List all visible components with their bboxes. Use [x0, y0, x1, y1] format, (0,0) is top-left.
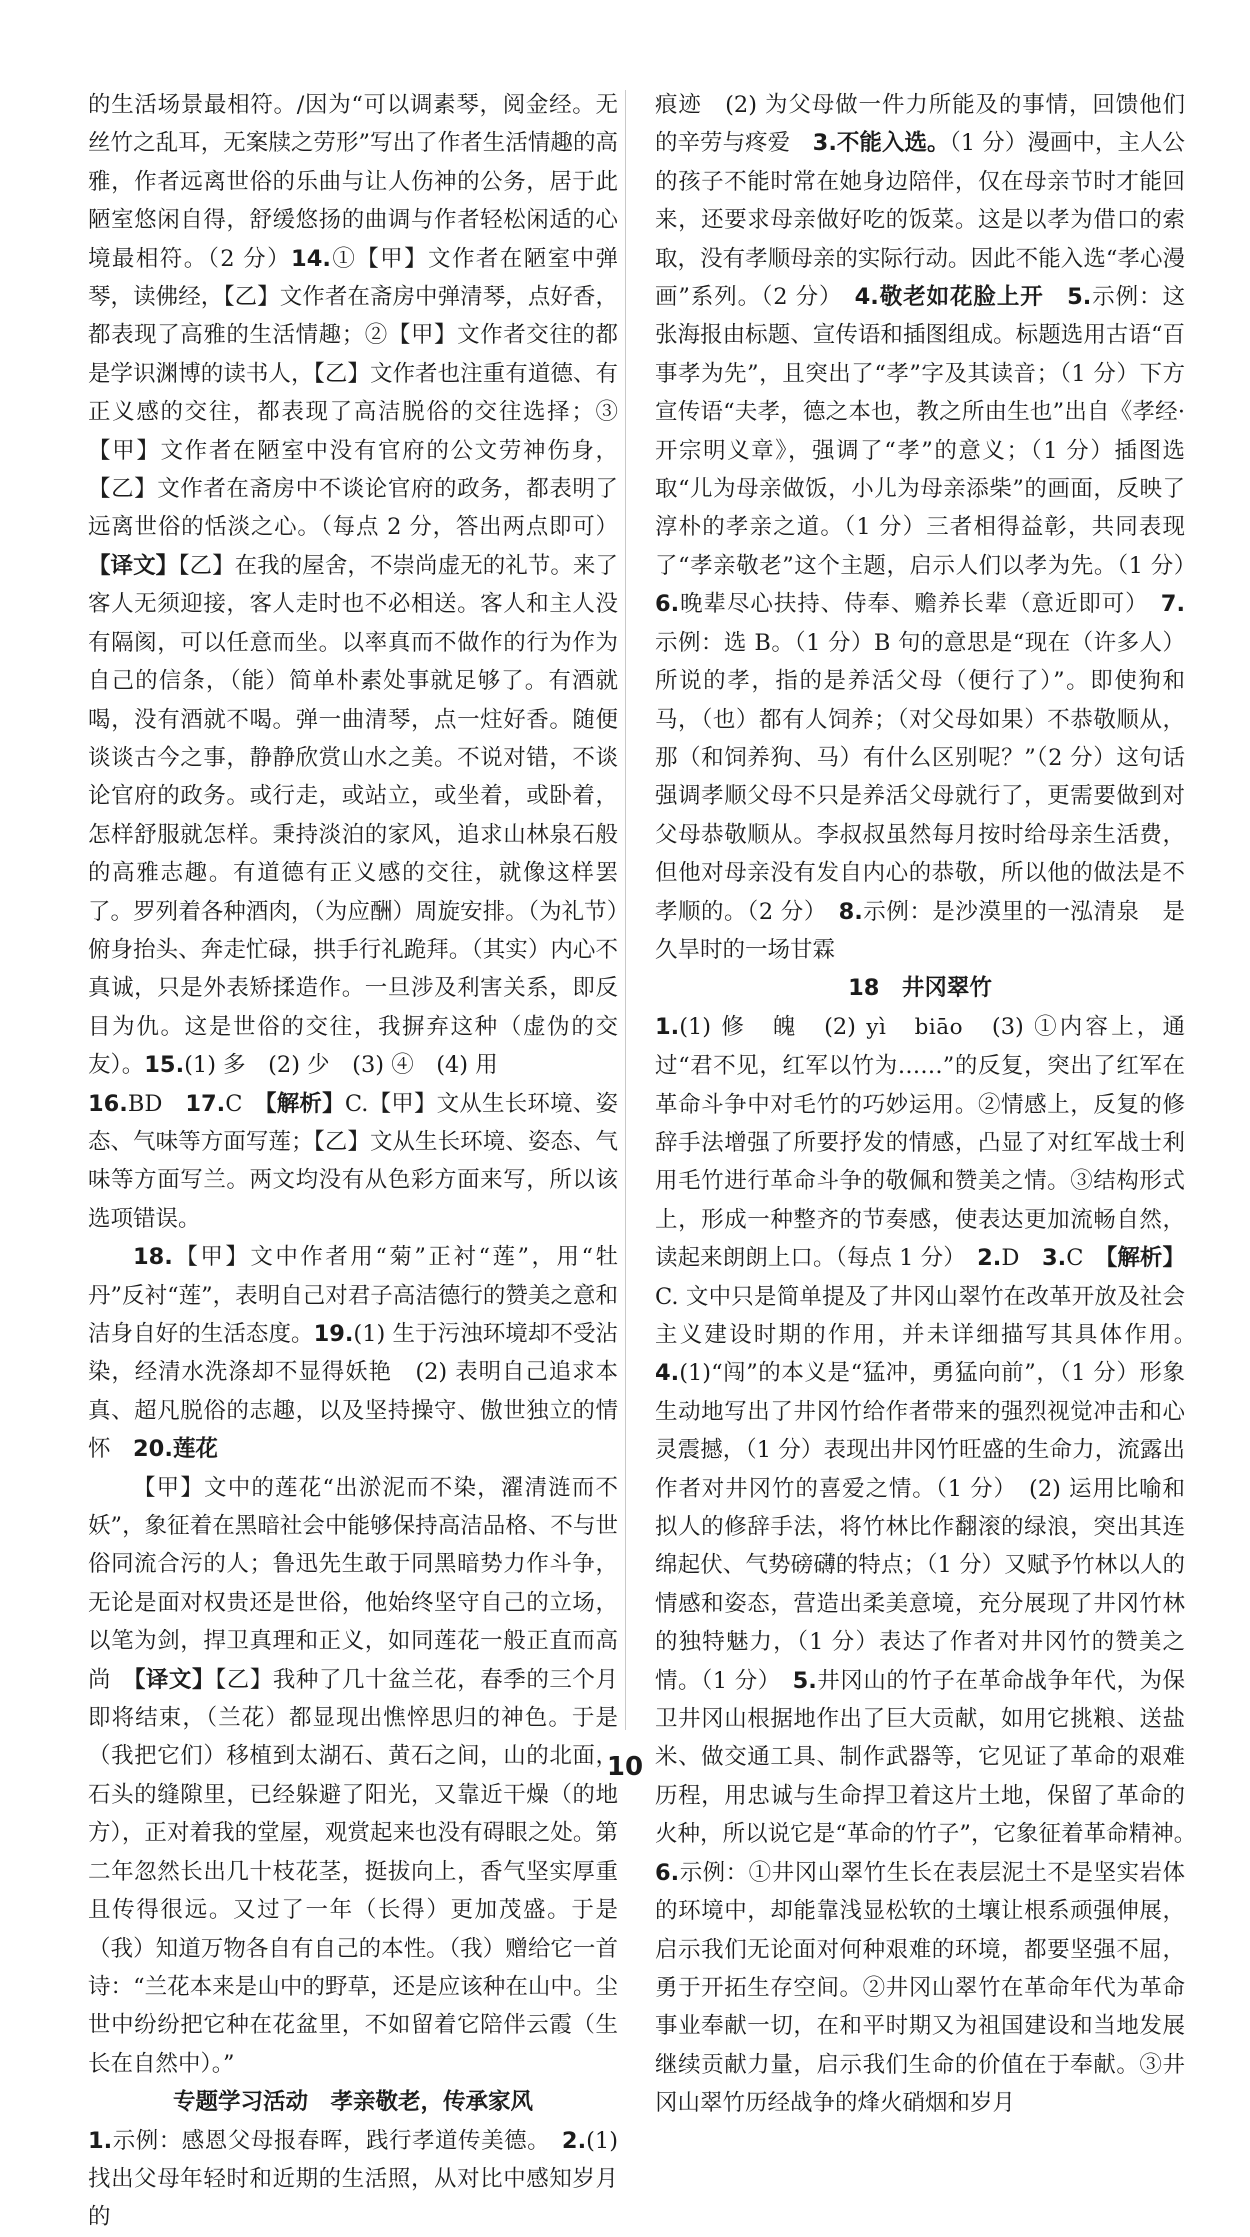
answer-keyword: 不能入选。	[836, 130, 950, 157]
answer-text: (1) 找出父母年轻时和近期的生活照，从对比中感知岁月的	[88, 2127, 618, 2231]
question-number: 16.	[88, 1090, 128, 1117]
lesson-heading: 18 井冈翠竹	[848, 975, 992, 1002]
answer-text: (1) 生于污浊环境却不受沾染，经清水洗涤却不显得妖艳 (2) 表明自己追求本真、超凡脱俗的志趣，以及坚持操守、傲世独立的情怀	[88, 1321, 618, 1463]
answer-text: 示例：是沙漠里的一泓清泉 是久旱时的一场甘霖	[655, 898, 1185, 963]
question-number: 5.	[1067, 284, 1092, 311]
translation-label: 【译文】	[134, 1666, 216, 1693]
answer-text: ①【甲】文作者在陋室中弹琴，读佛经，【乙】文作者在斋房中弹清琴，点好香，都表现了高雅的生活情趣；②【甲】文作者交往的都是学识渊博的读书人，【乙】文作者也注重有道德、有正义感的交往，都表现了高洁脱俗的交往选择；③【甲】文作者在陋室中没有官府的公文劳神伤身，【乙】文作者在斋房中不谈论官府的政务，都表明了远离世俗的恬淡之心。（每点 2 分，答出两点即可）	[88, 245, 618, 541]
question-number: 6.	[655, 591, 680, 618]
answer-text: 示例：①井冈山翠竹生长在表层泥土不是坚实岩体的环境中，却能靠浅显松软的土壤让根系顽强伸展，启示我们无论面对何种艰难的环境，都要坚强不屈，勇于开拓生存空间。②井冈山翠竹在革命年代为革命事业奉献一切，在和平时期又为祖国建设和当地发展继续贡献力量，启示我们生命的价值在于奉献。③井冈山翠竹历经战争的烽火硝烟和岁月	[655, 1859, 1185, 2117]
paragraph	[88, 1085, 618, 1239]
question-number: 6.	[655, 1859, 680, 1886]
analysis-text: C.【甲】文从生长环境、姿态、气味等方面写莲；【乙】文从生长环境、姿态、气味等方面写兰。两文均没有从色彩方面来写，所以该选项错误。	[88, 1090, 619, 1232]
question-number: 20.	[133, 1436, 173, 1463]
question-number: 14.	[291, 245, 331, 272]
question-number: 2.	[561, 2127, 587, 2154]
answer-text: 的生活场景最相符。/因为“可以调素琴，阅金经。无丝竹之乱耳，无案牍之劳形”写出了作者生活情趣的高雅，作者远离世俗的乐曲与让人伤神的公务，居于此陋室悠闲自得，舒缓悠扬的曲调与作者轻松闲适的心境最相符。（2 分）	[88, 92, 618, 272]
answer-text: 痕迹 (2) 为父母做一件力所能及的事情，回馈他们的辛劳与疼爱	[655, 92, 1185, 157]
answer-text: 示例：感恩父母报春晖，践行孝道传美德。	[112, 2127, 562, 2154]
answer-keyword: 敬老如花脸上开	[878, 284, 1068, 311]
column-divider	[625, 90, 626, 1730]
paragraph	[88, 1238, 618, 1468]
analysis-label: 【解析】	[265, 1090, 345, 1117]
answer-text: 示例：这张海报由标题、宣传语和插图组成。标题选用古语“百事孝为先”，且突出了“孝”字及其读音；（1 分）下方宣传语“夫孝，德之本也，教之所由生也”出自《孝经·开宗明义章》，强调了“孝”的意义；（1 分）插图选取“儿为母亲做饭，小儿为母亲添柴”的画面，反映了淳朴的孝亲之道。（1 分）三者相得益彰，共同表现了“孝亲敬老”这个主题，启示人们以孝为先。（1 分）	[655, 284, 1208, 579]
question-number: 1.	[655, 1013, 680, 1040]
answer-text: (1) 多 (2) 少 (3) ④ (4) 用	[184, 1052, 498, 1079]
question-number: 19.	[313, 1321, 354, 1347]
pinyin-text: yì biāo	[866, 1014, 964, 1040]
answer-text: D	[1001, 1245, 1042, 1272]
answer-text: 晚辈尽心扶持、侍奉、赡养长辈（意近即可）	[679, 591, 1161, 618]
answer-text: 【甲】文中的莲花“出淤泥而不染，濯清涟而不妖”，象征着在黑暗社会中能够保持高洁品格、不与世俗同流合污的人；鲁迅先生敢于同黑暗势力作斗争，无论是面对权贵还是世俗，他始终坚守自己的立场，以笔为剑，捍卫真理和正义，如同莲花一般正直而高尚	[88, 1474, 618, 1693]
paragraph	[88, 2122, 618, 2237]
question-number: 8.	[838, 898, 863, 925]
question-number: 18.	[133, 1244, 173, 1271]
paragraph	[88, 86, 618, 1085]
answer-text: (3) ①内容上，通过“君不见，红军以竹为……”的反复，突出了红军在革命斗争中对毛竹的巧妙运用。②情感上，反复的修辞手法增强了所要抒发的情感，凸显了对红军战士利用毛竹进行革命斗争的敬佩和赞美之情。③结构形式上，形成一种整齐的节奏感，使表达更加流畅自然，读起来朗朗上口。（每点 1 分）	[655, 1013, 1185, 1272]
translation-label: 【译文】	[88, 552, 179, 579]
question-number: 4.	[655, 1360, 680, 1387]
page-number: 10	[606, 1752, 644, 1782]
question-number: 1.	[88, 2127, 113, 2154]
section-heading: 专题学习活动 孝亲敬老，传承家风	[172, 2089, 533, 2116]
question-number: 17.	[185, 1090, 226, 1117]
right-column	[655, 86, 1208, 2123]
question-number: 3.	[1042, 1245, 1067, 1272]
answer-text: (1)“闯”的本义是“猛冲，勇猛向前”，（1 分）形象生动地写出了井冈竹给作者带来的强烈视觉冲击和心灵震撼，（1 分）表现出井冈竹旺盛的生命力，流露出作者对井冈竹的喜爱之情。（1 分） (2) 运用比喻和拟人的修辞手法，将竹林比作翻滚的绿浪，突出其连绵起伏、气势磅礴的特点；（1 分）又赋予竹林以人的情感和姿态，营造出柔美意境，充分展现了井冈竹林的独特魅力，（1 分）表达了作者对井冈竹的赞美之情。（1 分）	[655, 1360, 1185, 1694]
left-column	[88, 86, 618, 2237]
answer-text: 示例：选 B。（1 分）B 句的意思是“现在（许多人）所说的孝，指的是养活父母（便行了）”。即使狗和马，（也）都有人饲养；（对父母如果）不恭敬顺从，那（和饲养狗、马）有什么区别呢？”（2 分）这句话强调孝顺父母不只是养活父母就行了，更需要做到对父母恭敬顺从。李叔叔虽然每月按时给母亲生活费，但他对母亲没有发自内心的恭敬，所以他的做法是不孝顺的。（2 分）	[655, 629, 1185, 925]
analysis-text: C. 文中只是简单提及了井冈山翠竹在改革开放及社会主义建设时期的作用，并未详细描写其具体作用。	[655, 1283, 1208, 1348]
question-number: 4.	[854, 284, 879, 311]
question-number: 5.	[792, 1667, 817, 1694]
answer-text: C	[225, 1090, 266, 1117]
question-number: 3.	[812, 130, 837, 157]
translation-text: 【乙】在我的屋舍，不崇尚虚无的礼节。来了客人无须迎接，客人走时也不必相送。客人和主人没有隔阂，可以任意而坐。以率真而不做作的行为作为自己的信条，（能）简单朴素处事就足够了。有酒就喝，没有酒就不喝。弹一曲清琴，点一炷好香。随便谈谈古今之事，静静欣赏山水之美。不说对错，不谈论官府的政务。或行走，或站立，或坐着，或卧着，怎样舒服就怎样。秉持淡泊的家风，追求山林泉石般的高雅志趣。有道德有正义感的交往，就像这样罢了。罗列着各种酒肉，（为应酬）周旋安排。（为礼节）俯身抬头、奔走忙碌，拱手行礼跪拜。（其实）内心不真诚，只是外表矫揉造作。一旦涉及利害关系，即反目为仇。这是世俗的交往，我摒弃这种（虚伪的交友）。	[88, 552, 618, 1079]
analysis-label: 【解析】	[1106, 1245, 1185, 1272]
translation-text: 【乙】我种了几十盆兰花，春季的三个月即将结束，（兰花）都显现出憔悴思归的神色。于是（我把它们）移植到太湖石、黄石之间，山的北面，石头的缝隙里，已经躲避了阳光，又靠近干燥（的地方），正对着我的堂屋，观赏起来也没有碍眼之处。第二年忽然长出几十枝花茎，挺拔向上，香气坚实厚重且传得很远。又过了一年（长得）更加茂盛。于是（我）知道万物各自有自己的本性。（我）赠给它一首诗：“兰花本来是山中的野草，还是应该种在山中。尘世中纷纷把它种在花盆里，不如留着它陪伴云霞（生长在自然中）。”	[88, 1666, 618, 2077]
answer-text: 【甲】文中作者用“菊”正衬“莲”，用“牡丹”反衬“莲”，表明自己对君子高洁德行的赞美之意和洁身自好的生活态度。	[88, 1244, 618, 1347]
paragraph	[655, 1008, 1208, 2123]
answer-keyword: 莲花	[172, 1436, 218, 1463]
question-number: 15.	[144, 1052, 185, 1079]
answer-text: (1) 修 魄 (2)	[679, 1013, 867, 1040]
question-number: 2.	[977, 1245, 1002, 1272]
answer-text: C	[1066, 1245, 1107, 1272]
paragraph	[655, 86, 1208, 969]
answer-text: （1 分）漫画中，主人公的孩子不能时常在她身边陪伴，仅在母亲节时才能回来，还要求母亲做好吃的饭菜。这是以孝为借口的索取，没有孝顺母亲的实际行动。因此不能入选“孝心漫画”系列。（2 分）	[655, 130, 1185, 311]
answer-text: BD	[127, 1090, 186, 1117]
question-number: 7.	[1160, 591, 1185, 618]
answer-text: 井冈山的竹子在革命战争年代，为保卫井冈山根据地作出了巨大贡献，如用它挑粮、送盐米、做交通工具、制作武器等，它见证了革命的艰难历程，用忠诚与生命捍卫着这片土地，保留了革命的火种，所以说它是“革命的竹子”，它象征着革命精神。	[655, 1667, 1208, 1848]
